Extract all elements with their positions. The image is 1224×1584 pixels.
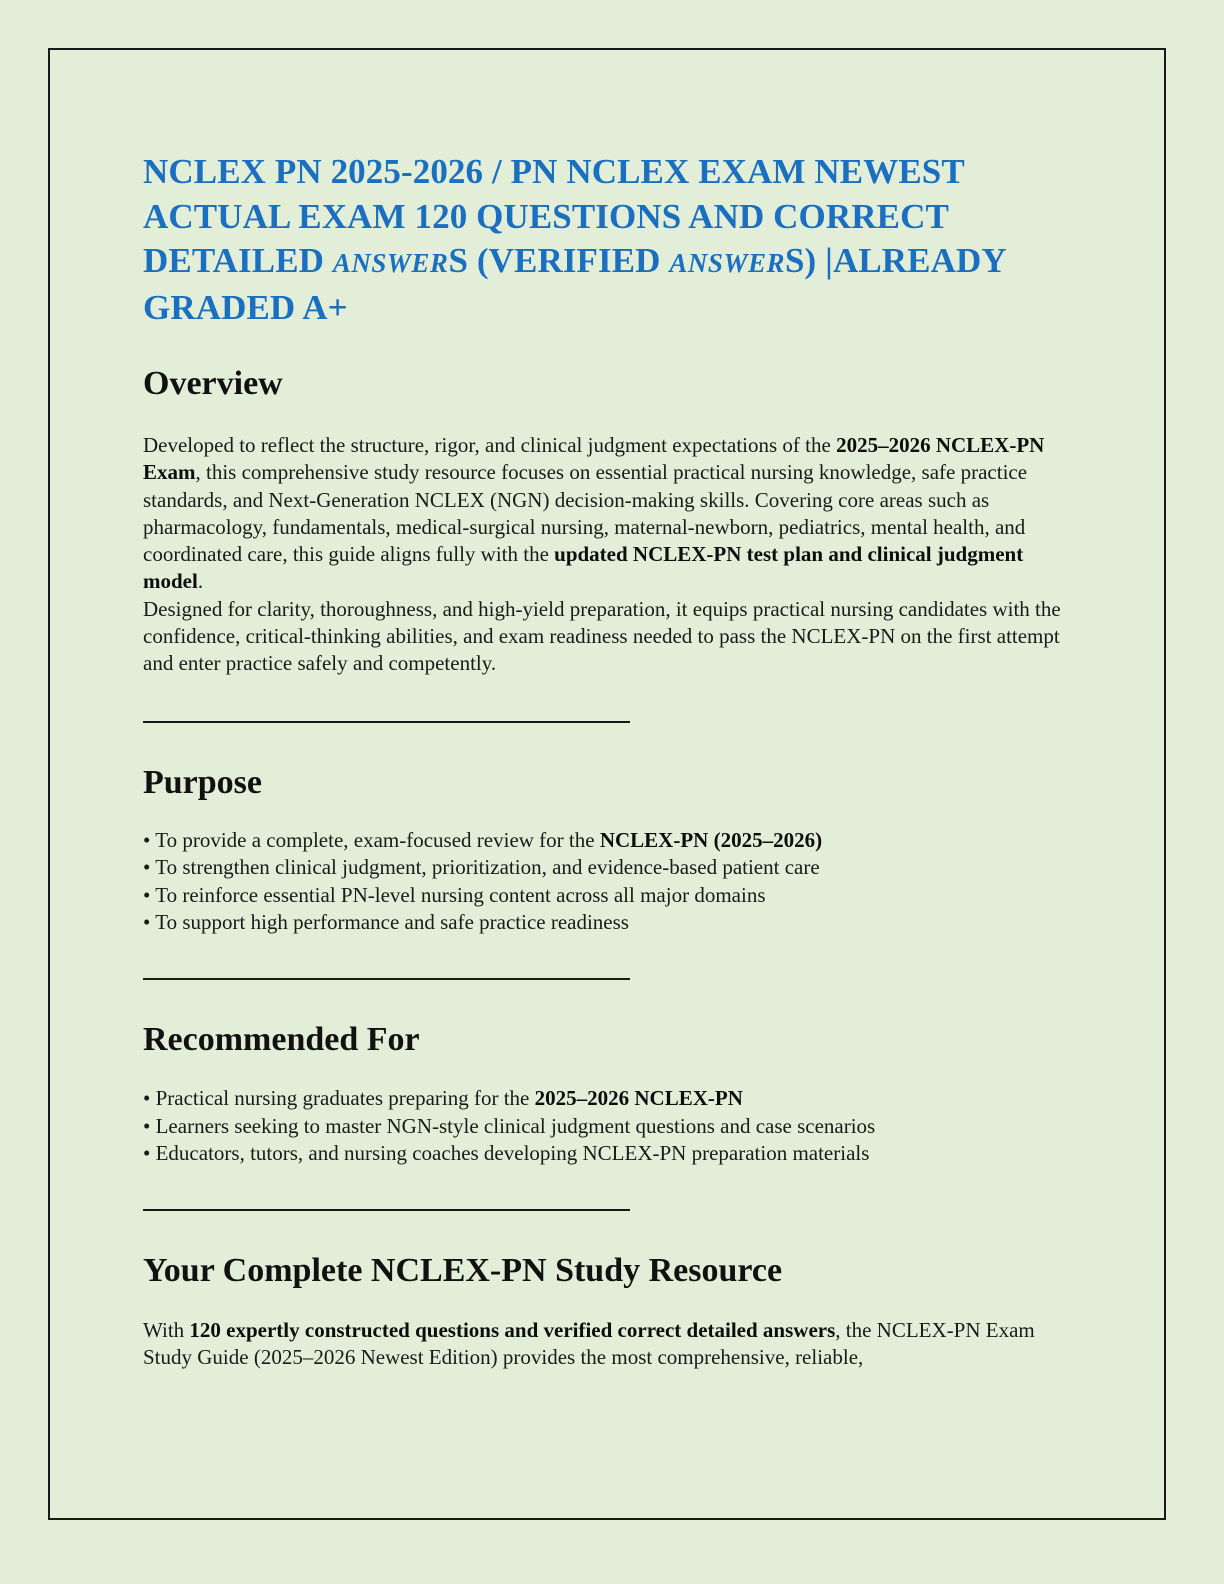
recommended-item (143, 1085, 1083, 1113)
title-italic-answer-1: ANSWER (332, 248, 449, 278)
resource-text-c: , the NCLEX-PN Exam Study Guide (2025–2026 Newest Edition) provides the most comprehensive, reliable, (143, 1317, 1035, 1370)
section-divider (143, 1209, 630, 1211)
title-italic-answer-2: ANSWER (669, 248, 785, 278)
section-divider (143, 721, 630, 723)
overview-heading: Overview (143, 365, 283, 402)
recommended-item: • Learners seeking to master NGN-style clinical judgment questions and case scenarios (143, 1113, 876, 1138)
purpose-item: • To reinforce essential PN-level nursing content across all major domains (143, 882, 766, 907)
document-title (143, 150, 1083, 330)
recommended-item-1-bold: 2025–2026 NCLEX-PN (534, 1086, 743, 1111)
recommended-item-1-text: • Practical nursing graduates preparing for the (143, 1086, 535, 1111)
recommended-item: • Educators, tutors, and nursing coaches developing NCLEX-PN preparation materials (143, 1141, 870, 1166)
title-part-1: NCLEX PN 2025-2026 / PN NCLEX EXAM NEWEST ACTUAL EXAM 120 QUESTIONS AND CORRECT DETAILED (143, 152, 965, 280)
recommended-list (143, 1085, 1083, 1168)
purpose-item-1-text: • To provide a complete, exam-focused review for the (143, 827, 600, 852)
overview-paragraph (143, 432, 1083, 678)
purpose-item: • To support high performance and safe practice readiness (143, 910, 629, 935)
purpose-list (143, 827, 1083, 937)
overview-text-c: , this comprehensive study resource focuses on essential practical nursing knowledge, safe practice standards, and Next-Generation NCLEX (NGN) decision-making skills. Covering core areas such as pharmacology, fundamentals, medical-surgical nursing, maternal-newborn, pediatrics, mental health, and coordinated care, this guide aligns fully with the (143, 460, 1028, 567)
purpose-item-1-bold: NCLEX-PN (2025–2026) (599, 827, 823, 852)
purpose-item: • To strengthen clinical judgment, prioritization, and evidence-based patient care (143, 855, 820, 880)
overview-bold-test-plan: updated NCLEX-PN test plan and clinical judgment model (143, 542, 1024, 594)
resource-paragraph (143, 1317, 1083, 1372)
overview-bold-exam: 2025–2026 NCLEX-PN Exam (143, 433, 1045, 485)
purpose-item (143, 827, 1083, 855)
resource-heading: Your Complete NCLEX-PN Study Resource (143, 1251, 783, 1289)
title-part-3: S) |ALREADY GRADED A+ (143, 241, 1006, 327)
purpose-heading: Purpose (143, 763, 262, 801)
recommended-heading: Recommended For (143, 1021, 420, 1059)
resource-text-a: With (143, 1317, 190, 1342)
overview-text-e: . (197, 569, 204, 594)
document-content (143, 150, 1083, 1371)
resource-bold-questions: 120 expertly constructed questions and verified correct detailed answers (189, 1317, 836, 1342)
overview-paragraph-2: Designed for clarity, thoroughness, and high-yield preparation, it equips practical nursing candidates with the confidence, critical-thinking abilities, and exam readiness needed to pass the NCLEX-PN on the first attempt and enter practice safely and competently. (143, 596, 1061, 676)
title-part-2: S (VERIFIED (448, 241, 670, 280)
overview-text-a: Developed to reflect the structure, rigor, and clinical judgment expectations of the (143, 433, 837, 457)
section-divider (143, 978, 630, 980)
